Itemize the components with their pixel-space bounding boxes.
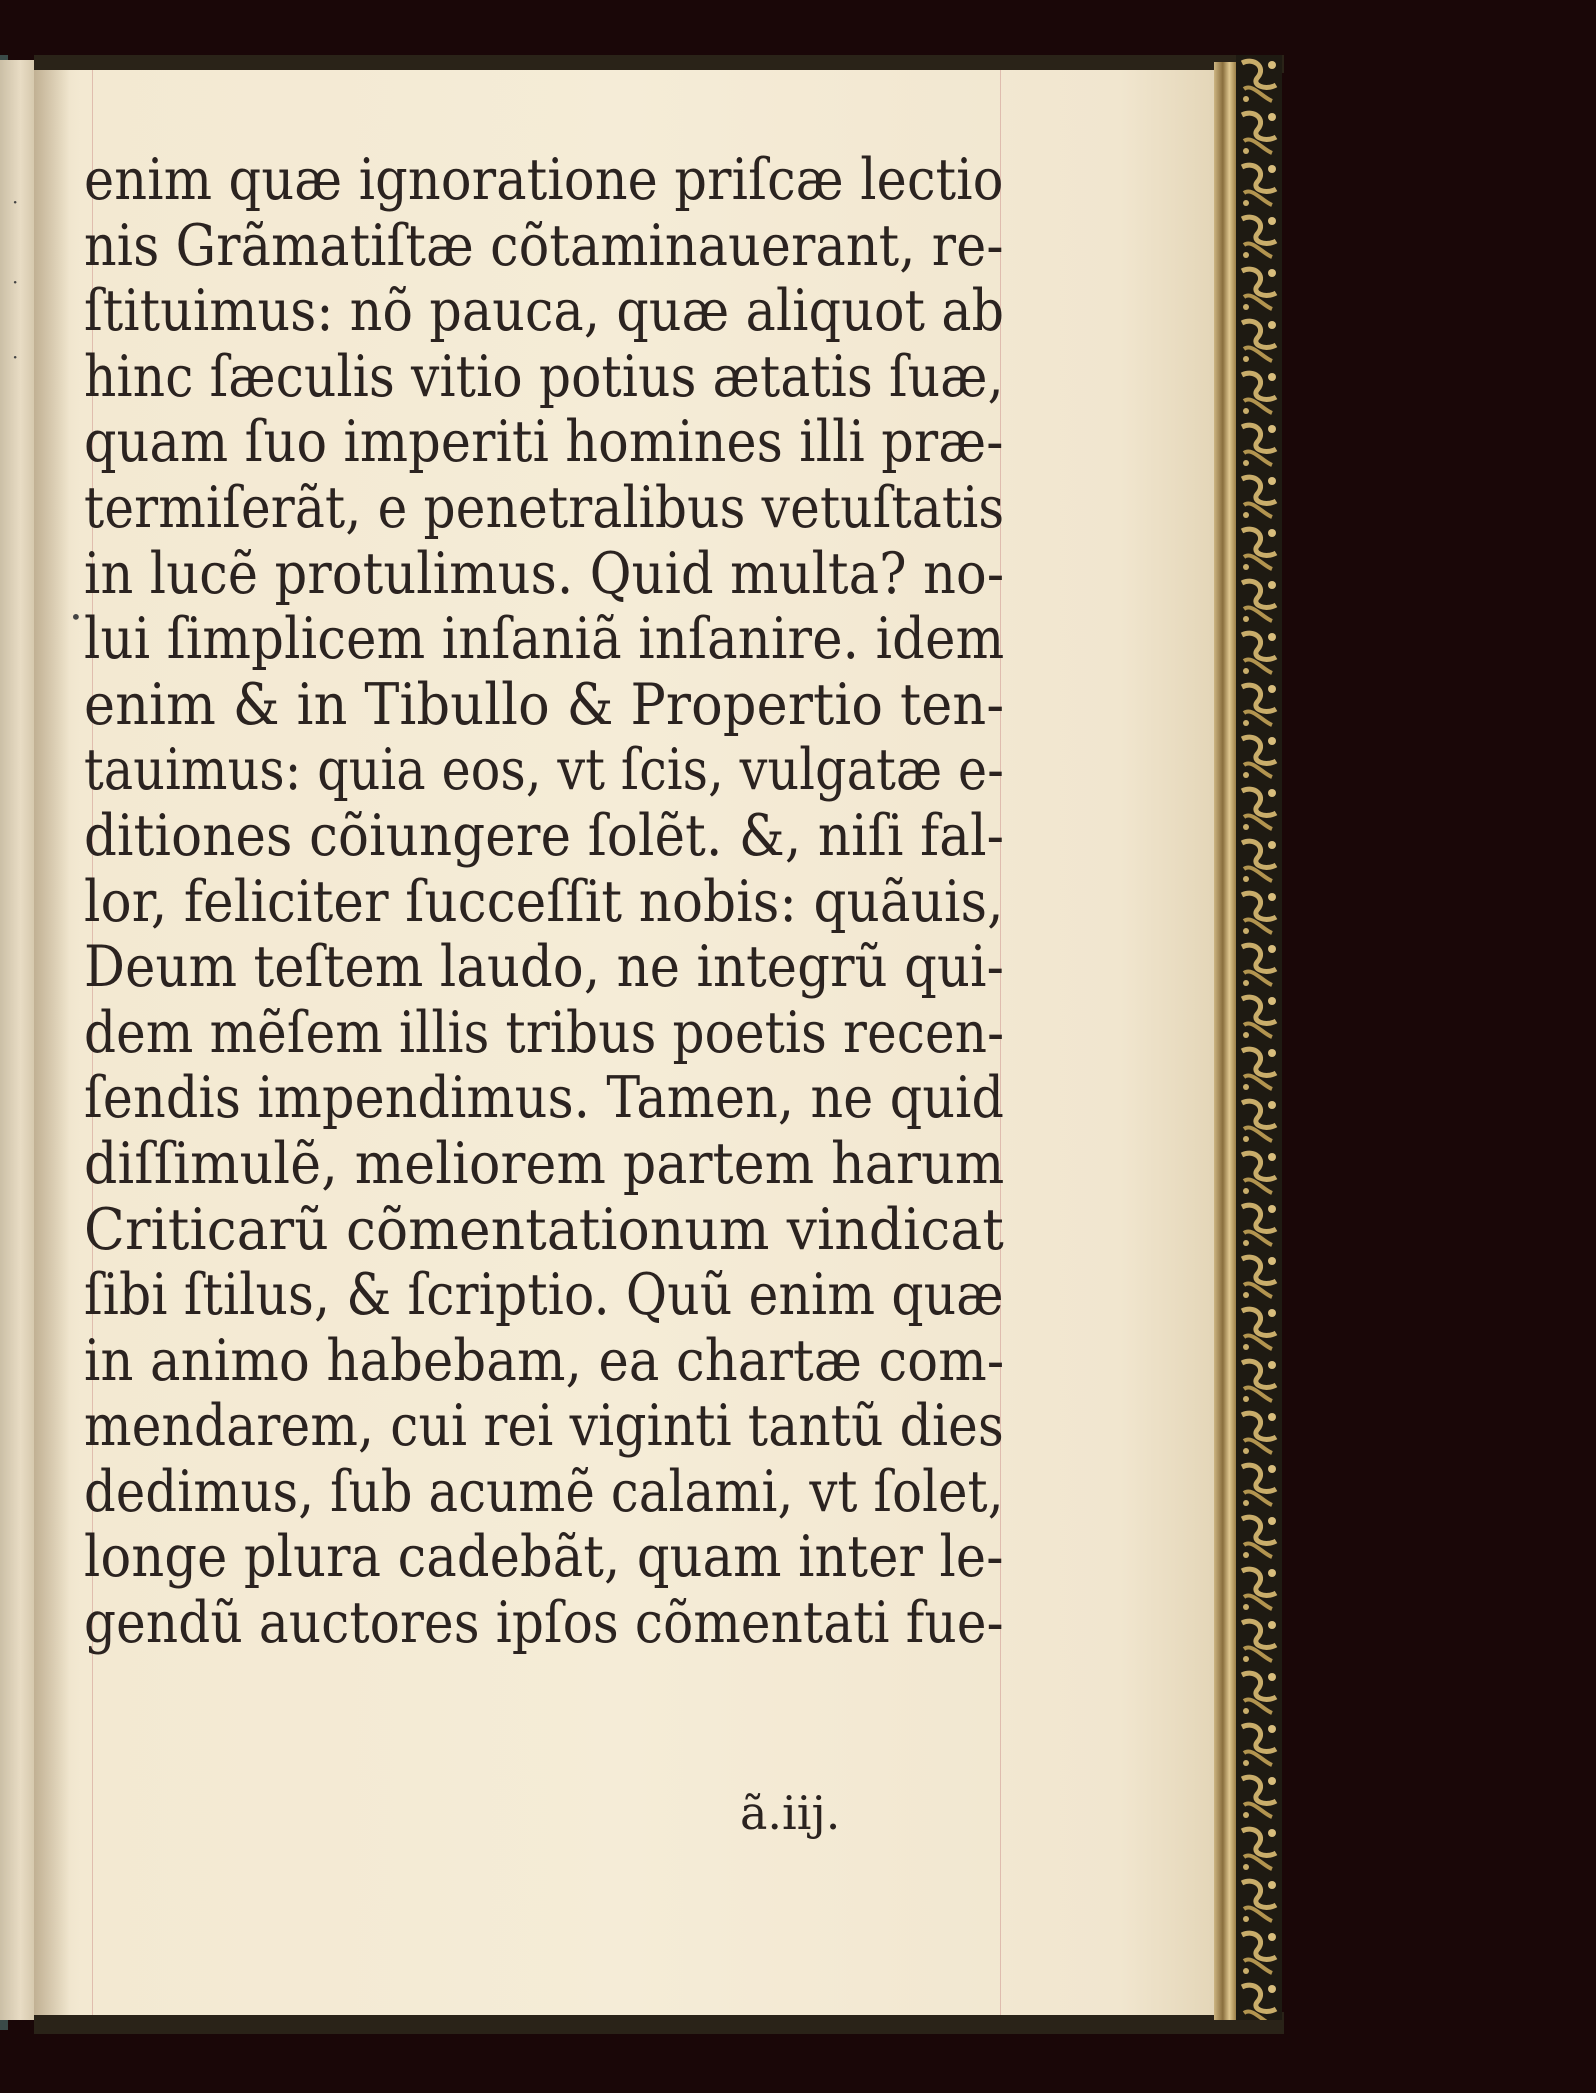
ornament-pattern-icon bbox=[1236, 55, 1282, 2020]
text-line: termiſerãt, e penetralibus vetuſtatis bbox=[84, 474, 1005, 541]
text-line: longe plura cadebãt, quam inter le- bbox=[84, 1524, 1004, 1591]
text-line: diſſimulẽ, meliorem partem harum bbox=[84, 1130, 1005, 1197]
text-line: dem mẽſem illis tribus poetis recen- bbox=[84, 999, 1005, 1066]
text-line: lor, feliciter ſucceſſit nobis: quãuis, bbox=[84, 868, 1004, 935]
text-line: Criticarũ cõmentationum vindicat bbox=[84, 1196, 1004, 1263]
margin-tick: · bbox=[12, 270, 19, 294]
bottom-binding-edge bbox=[34, 2012, 1284, 2034]
text-line: Deum teſtem laudo, ne integrũ qui- bbox=[84, 934, 1005, 1001]
text-line: nis Grãmatiſtæ cõtaminauerant, re- bbox=[84, 212, 1004, 279]
signature-mark: ã.iij. bbox=[740, 1786, 841, 1840]
text-line: gendũ auctores ipſos cõmentati fue- bbox=[84, 1590, 1004, 1657]
text-line: dedimus, ſub acumẽ calami, vt ſolet, bbox=[84, 1458, 1004, 1525]
text-line: ditiones cõiungere ſolẽt. &, niſi fal- bbox=[84, 802, 1005, 869]
page-text bbox=[84, 148, 1004, 1657]
text-line: ſibi ſtilus, & ſcriptio. Quũ enim quæ bbox=[84, 1262, 1004, 1329]
tooled-cover-border bbox=[1236, 55, 1282, 2020]
margin-tick: · bbox=[12, 190, 19, 214]
text-line: enim & in Tibullo & Propertio ten- bbox=[84, 671, 1005, 738]
text-line: ſtituimus: nõ pauca, quæ aliquot ab bbox=[84, 278, 1005, 345]
text-line: lui ſimplicem inſaniã inſanire. idem bbox=[84, 606, 1005, 673]
text-line: in animo habebam, ea chartæ com- bbox=[84, 1327, 1005, 1394]
text-line: quam ſuo imperiti homines illi præ- bbox=[84, 409, 1004, 476]
text-line: mendarem, cui rei viginti tantũ dies bbox=[84, 1393, 1004, 1460]
gutter-shadow bbox=[34, 70, 70, 2015]
text-line: enim quæ ignoratione priſcæ lectio bbox=[84, 147, 1004, 213]
text-line: ſendis impendimus. Tamen, ne quid bbox=[84, 1065, 1005, 1132]
gilt-page-edge bbox=[1214, 62, 1236, 2020]
text-line: tauimus: quia eos, vt ſcis, vulgatæ e- bbox=[84, 737, 1005, 804]
margin-dot: • bbox=[70, 605, 82, 629]
text-line: hinc ſæculis vitio potius ætatis ſuæ, bbox=[84, 343, 1004, 410]
text-line: in lucẽ protulimus. Quid multa? no- bbox=[84, 540, 1005, 607]
margin-tick: · bbox=[12, 345, 19, 369]
